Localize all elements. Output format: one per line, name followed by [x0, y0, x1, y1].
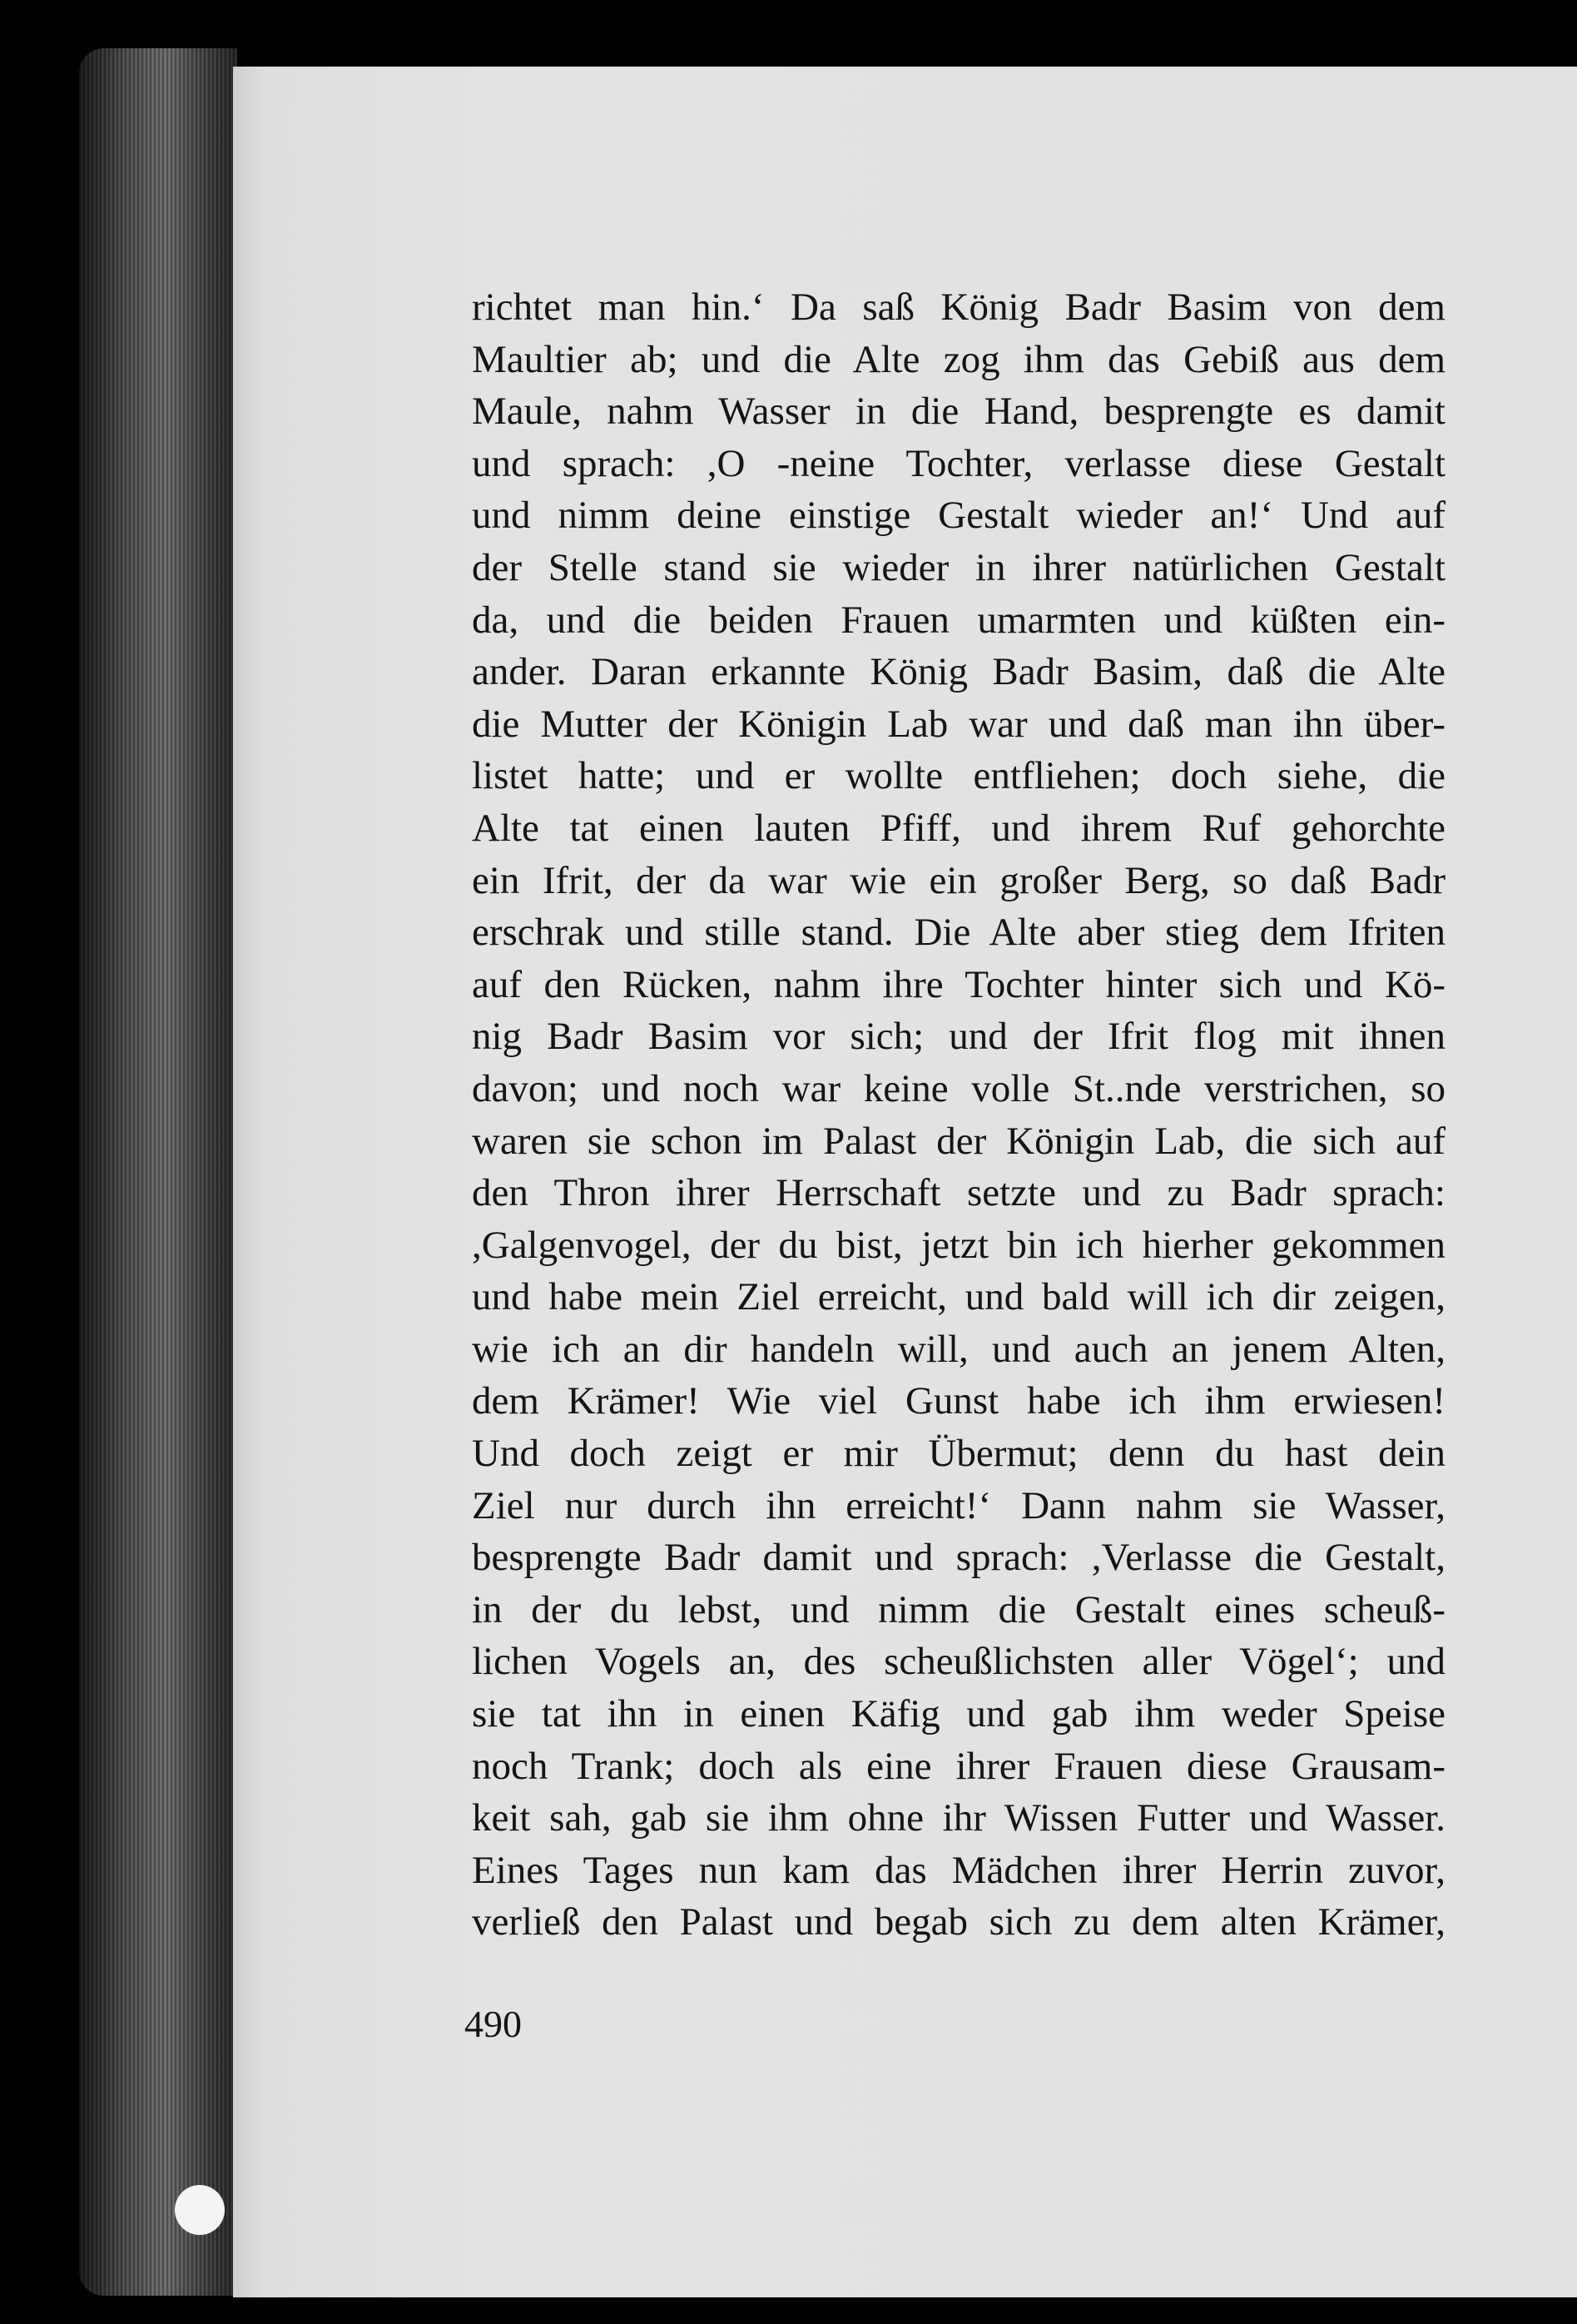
text-line: Eines Tages nun kam das Mädchen ihrer Herrin zuvor, [472, 1848, 1446, 1892]
text-line: davon; und noch war keine volle St..nde verstrichen, so [472, 1066, 1446, 1110]
text-line: listet hatte; und er wollte entfliehen; doch siehe, die [472, 754, 1446, 798]
text-line: lichen Vogels an, des scheußlichsten aller Vögel‘; und [472, 1640, 1446, 1684]
text-line: noch Trank; doch als eine ihrer Frauen diese Grausam- [472, 1744, 1446, 1788]
text-line: und habe mein Ziel erreicht, und bald will ich dir zeigen, [472, 1275, 1446, 1319]
text-line: ein Ifrit, der da war wie ein großer Berg, so daß Badr [472, 858, 1446, 902]
text-line: besprengte Badr damit und sprach: ,Verlasse die Gestalt, [472, 1536, 1446, 1580]
text-line: verließ den Palast und begab sich zu dem alten Krämer, [472, 1900, 1446, 1944]
text-line: Alte tat einen lauten Pfiff, und ihrem Ruf gehorchte [472, 806, 1446, 850]
text-line: den Thron ihrer Herrschaft setzte und zu Badr sprach: [472, 1171, 1446, 1215]
text-line: und sprach: ,O ‑neine Tochter, verlasse diese Gestalt [472, 441, 1446, 485]
text-line: und nimm deine einstige Gestalt wieder an!‘ Und auf [472, 494, 1446, 538]
text-line: Ziel nur durch ihn erreicht!‘ Dann nahm sie Wasser, [472, 1483, 1446, 1527]
text-line: dem Krämer! Wie viel Gunst habe ich ihm erwiesen! [472, 1379, 1446, 1423]
text-line: Maule, nahm Wasser in die Hand, besprengte es damit [472, 390, 1446, 434]
text-line: ,Galgenvogel, der du bist, jetzt bin ich hierher gekommen [472, 1223, 1446, 1267]
text-line: keit sah, gab sie ihm ohne ihr Wissen Futter und Wasser. [472, 1796, 1446, 1840]
text-line: die Mutter der Königin Lab war und daß man ihn über- [472, 702, 1446, 746]
text-line: da, und die beiden Frauen umarmten und küßten ein- [472, 598, 1446, 642]
page-number: 490 [464, 2003, 522, 2045]
text-line: ander. Daran erkannte König Badr Basim, daß die Alte [472, 650, 1446, 694]
paper-speck [175, 2185, 225, 2235]
body-text [472, 281, 1446, 1949]
text-line: auf den Rücken, nahm ihre Tochter hinter sich und Kö- [472, 962, 1446, 1006]
book-page-edges [79, 48, 237, 2296]
text-line: sie tat ihn in einen Käfig und gab ihm weder Speise [472, 1692, 1446, 1736]
text-line: richtet man hin.‘ Da saß König Badr Basim von dem [472, 286, 1446, 329]
text-line: Und doch zeigt er mir Übermut; denn du hast dein [472, 1432, 1446, 1476]
text-line: waren sie schon im Palast der Königin Lab, die sich auf [472, 1119, 1446, 1163]
text-line: wie ich an dir handeln will, und auch an jenem Alten, [472, 1327, 1446, 1371]
text-line: Maultier ab; und die Alte zog ihm das Gebiß aus dem [472, 337, 1446, 381]
text-line: der Stelle stand sie wieder in ihrer natürlichen Gestalt [472, 545, 1446, 589]
text-line: erschrak und stille stand. Die Alte aber stieg dem Ifriten [472, 911, 1446, 955]
text-line: nig Badr Basim vor sich; und der Ifrit flog mit ihnen [472, 1015, 1446, 1059]
text-line: in der du lebst, und nimm die Gestalt eines scheuß- [472, 1587, 1446, 1631]
